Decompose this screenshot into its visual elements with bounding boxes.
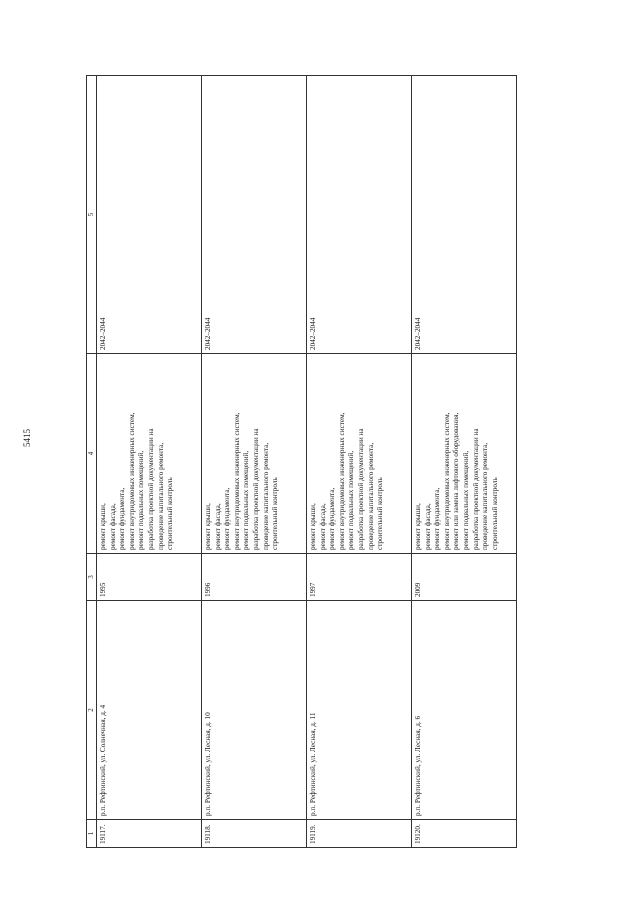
work-item: ремонт крыши, [414, 503, 422, 550]
work-item: ремонт внутридомовых инженерных систем, [127, 412, 136, 550]
row-period: 2042–2044 [307, 76, 412, 354]
work-item: проведение капитального ремонта, [261, 442, 270, 550]
header-col-3: 3 [87, 554, 97, 601]
row-address: р.п. Рефтинский, ул. Лесная, д. 11 [307, 601, 412, 820]
work-item: разработка проектной документации на [356, 428, 365, 550]
work-item: ремонт фасада, [213, 503, 222, 550]
row-number: 19118. [202, 820, 307, 848]
row-works [202, 354, 307, 554]
header-col-1: 1 [87, 820, 97, 848]
row-address: р.п. Рефтинский, ул. Лесная, д. 10 [202, 601, 307, 820]
work-item: ремонт фундамента, [433, 487, 442, 550]
work-item: ремонт подвальных помещений, [242, 450, 251, 550]
row-address: р.п. Рефтинский, ул. Лесная, д. 6 [412, 601, 517, 820]
work-item: ремонт фасада, [108, 503, 117, 550]
work-item: ремонт подвальных помещений, [347, 450, 356, 550]
rotated-table-wrapper [86, 76, 530, 848]
work-item: строительный контроль [490, 477, 499, 550]
table-row [307, 76, 412, 848]
repair-schedule-table [86, 75, 517, 848]
work-item: проведение капитального ремонта, [481, 442, 490, 550]
work-item: ремонт подвальных помещений, [461, 450, 470, 550]
work-item: ремонт фундамента, [223, 487, 232, 550]
work-item: ремонт подвальных помещений, [137, 450, 146, 550]
row-period: 2042–2044 [412, 76, 517, 354]
row-number: 19119. [307, 820, 412, 848]
row-address: р.п. Рефтинский, ул. Солнечная, д. 4 [97, 601, 202, 820]
work-item: ремонт фундамента, [328, 487, 337, 550]
work-item: ремонт фасада, [318, 503, 327, 550]
work-item: проведение капитального ремонта, [156, 442, 165, 550]
work-item: ремонт крыши, [309, 503, 317, 550]
work-item: проведение капитального ремонта, [366, 442, 375, 550]
row-period: 2042–2044 [97, 76, 202, 354]
table-row [97, 76, 202, 848]
row-number: 19117. [97, 820, 202, 848]
header-row [87, 76, 97, 848]
work-item: ремонт внутридомовых инженерных систем, [232, 412, 241, 550]
header-col-5: 5 [87, 76, 97, 354]
row-works [97, 354, 202, 554]
page-number: 5415 [22, 429, 32, 447]
table-row [202, 76, 307, 848]
work-item: ремонт крыши, [99, 503, 107, 550]
work-item: строительный контроль [271, 477, 280, 550]
work-item: разработка проектной документации на [251, 428, 260, 550]
work-item: ремонт крыши, [204, 503, 212, 550]
work-item: ремонт внутридомовых инженерных систем, [337, 412, 346, 550]
table-row [412, 76, 517, 848]
row-year: 1996 [202, 554, 307, 601]
header-col-4: 4 [87, 354, 97, 554]
row-year: 1995 [97, 554, 202, 601]
work-item: разработка проектной документации на [146, 428, 155, 550]
row-works [307, 354, 412, 554]
row-year: 2009 [412, 554, 517, 601]
work-item: строительный контроль [376, 477, 385, 550]
work-item: ремонт фундамента, [118, 487, 127, 550]
work-item: ремонт фасада, [423, 503, 432, 550]
header-col-2: 2 [87, 601, 97, 820]
row-year: 1997 [307, 554, 412, 601]
work-item: ремонт или замена лифтового оборудования, [452, 412, 461, 550]
work-item: строительный контроль [166, 477, 175, 550]
work-item: ремонт внутридомовых инженерных систем, [442, 412, 451, 550]
row-number: 19120. [412, 820, 517, 848]
row-period: 2042–2044 [202, 76, 307, 354]
work-item: разработка проектной документации на [471, 428, 480, 550]
row-works [412, 354, 517, 554]
